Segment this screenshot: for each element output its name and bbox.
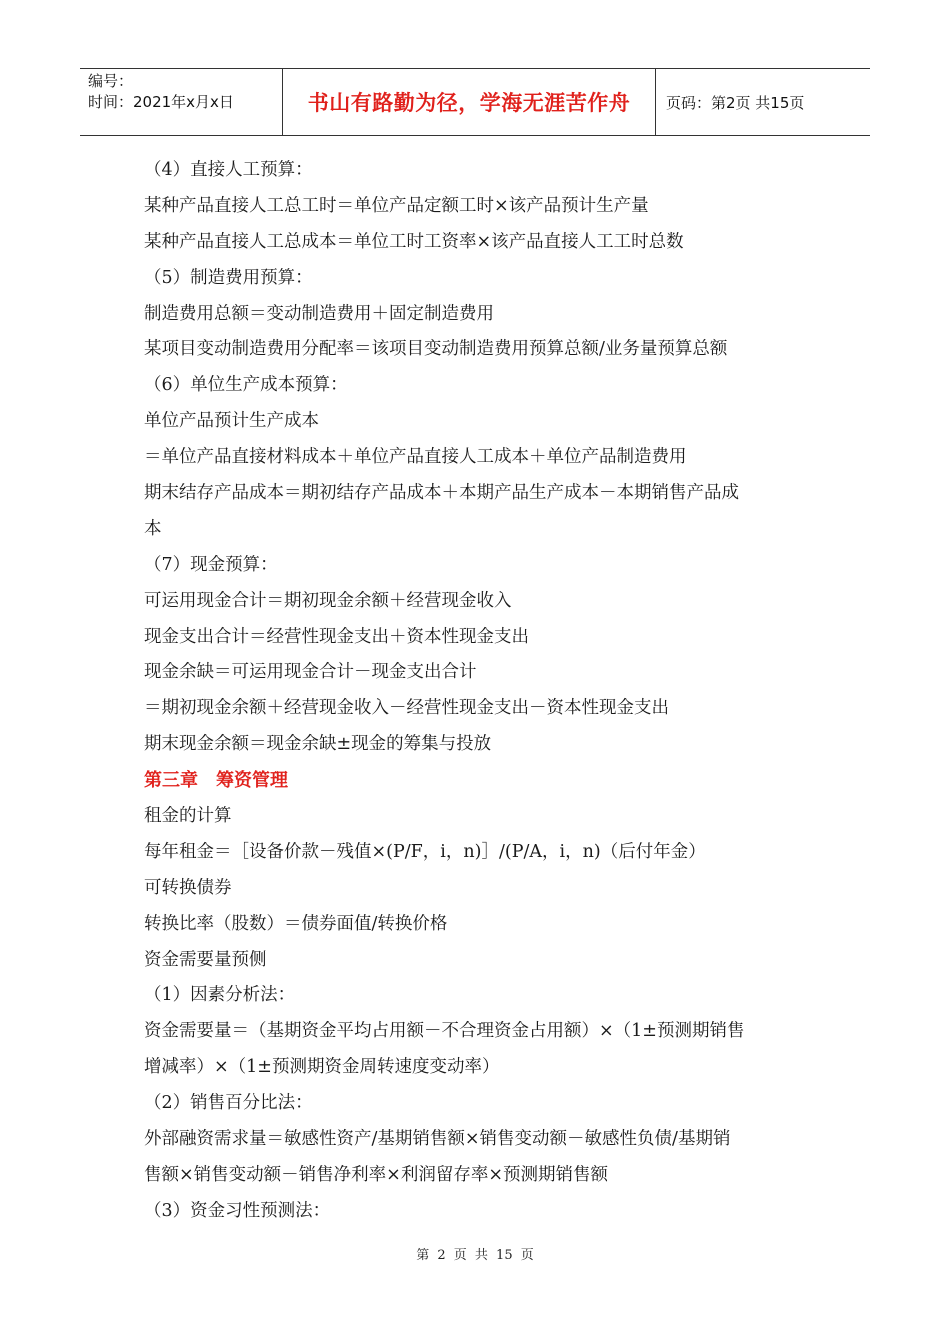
text-line: 资金需要量＝（基期资金平均占用额－不合理资金占用额）×（1±预测期销售 xyxy=(144,1021,745,1042)
text-line: 转换比率（股数）＝债券面值/转换价格 xyxy=(144,913,448,934)
text-line: （2）销售百分比法： xyxy=(144,1093,313,1114)
text-line: 本 xyxy=(144,518,162,539)
text-line: （5）制造费用预算： xyxy=(144,267,313,288)
text-line: 可运用现金合计＝期初现金余额＋经营现金收入 xyxy=(144,590,512,611)
text-line: （7）现金预算： xyxy=(144,554,278,575)
text-line: 某种产品直接人工总成本＝单位工时工资率×该产品直接人工工时总数 xyxy=(144,231,684,252)
text-line: 某种产品直接人工总工时＝单位产品定额工时×该产品预计生产量 xyxy=(144,195,649,216)
document-body xyxy=(144,153,824,1230)
text-line: 租金的计算 xyxy=(144,806,232,827)
document-time-label: 时间：2021年x月x日 xyxy=(88,93,234,111)
text-line: 外部融资需求量＝敏感性资产/基期销售额×销售变动额－敏感性负债/基期销 xyxy=(144,1129,731,1150)
page-footer: 第 2 页 共 15 页 xyxy=(416,1248,534,1263)
text-line: 制造费用总额＝变动制造费用＋固定制造费用 xyxy=(144,303,494,324)
text-line: （4）直接人工预算： xyxy=(144,160,313,180)
text-line: （3）资金习性预测法： xyxy=(144,1200,331,1221)
header-page-info: 页码：第2页 共15页 xyxy=(666,93,805,112)
text-line: 现金支出合计＝经营性现金支出＋资本性现金支出 xyxy=(144,626,529,647)
text-line: ＝单位产品直接材料成本＋单位产品直接人工成本＋单位产品制造费用 xyxy=(144,447,687,468)
text-line: 单位产品预计生产成本 xyxy=(144,411,319,432)
text-line: 现金余缺＝可运用现金合计－现金支出合计 xyxy=(144,662,477,683)
text-line: 可转换债券 xyxy=(144,877,232,898)
text-line: 某项目变动制造费用分配率＝该项目变动制造费用预算总额/业务量预算总额 xyxy=(144,339,728,360)
header-meta xyxy=(80,69,283,135)
text-line: （1）因素分析法： xyxy=(144,985,296,1006)
header-motto: 书山有路勤为径，学海无涯苦作舟 xyxy=(283,69,656,135)
document-code-label: 编号： xyxy=(88,72,134,90)
page-header xyxy=(80,68,870,136)
text-line: 每年租金＝［设备价款－残值×(P/F，i，n)］/(P/A，i，n)（后付年金） xyxy=(144,841,706,862)
text-line: 期末现金余额＝现金余缺±现金的筹集与投放 xyxy=(144,734,492,755)
text-line: 售额×销售变动额－销售净利率×利润留存率×预测期销售额 xyxy=(144,1164,608,1185)
text-line: 期末结存产品成本＝期初结存产品成本＋本期产品生产成本－本期销售产品成 xyxy=(144,483,739,504)
text-line: ＝期初现金余额＋经营现金收入－经营性现金支出－资本性现金支出 xyxy=(144,698,669,719)
chapter-heading: 第三章 筹资管理 xyxy=(144,770,288,792)
text-line: （6）单位生产成本预算： xyxy=(144,375,348,396)
text-line: 资金需要量预侧 xyxy=(144,949,267,970)
text-line: 增减率）×（1±预测期资金周转速度变动率） xyxy=(144,1057,500,1078)
